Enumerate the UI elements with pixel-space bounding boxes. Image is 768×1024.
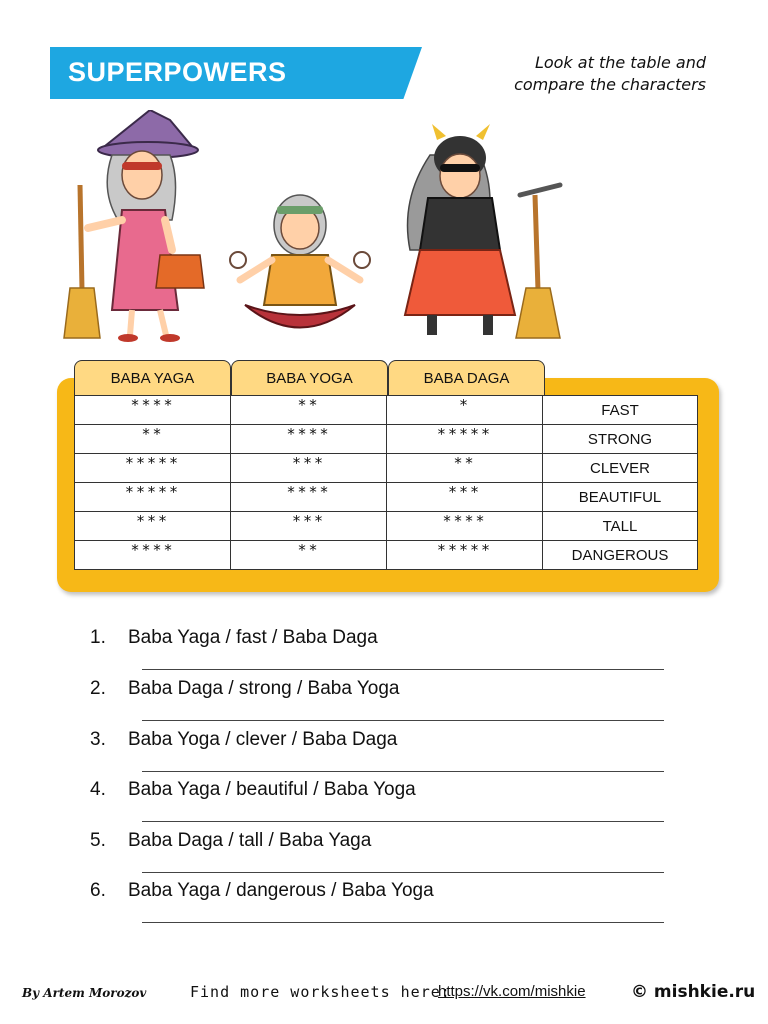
rating-cell: **** [387,512,543,541]
answer-line[interactable] [142,720,664,721]
column-header-baba-daga: BABA DAGA [388,360,545,397]
table-row [75,512,698,541]
exercise-number: 1. [90,627,106,648]
exercise-number: 3. [90,729,106,750]
table-row [75,541,698,570]
answer-line[interactable] [142,771,664,772]
table-row [75,454,698,483]
rating-cell: *** [387,483,543,512]
exercise-number: 2. [90,678,106,699]
answer-line[interactable] [142,872,664,873]
footer [0,982,768,1004]
table-row [75,425,698,454]
rating-cell: ***** [75,454,231,483]
attribute-cell: TALL [543,512,698,541]
column-header-baba-yaga: BABA YAGA [74,360,231,397]
rating-cell: **** [75,541,231,570]
rating-cell: * [387,396,543,425]
answer-line[interactable] [142,922,664,923]
rating-cell: ** [387,454,543,483]
rating-cell: *** [231,512,387,541]
instruction-line-2: compare the characters [514,75,706,94]
table-row [75,483,698,512]
attribute-cell: FAST [543,396,698,425]
author-signature: By Artem Morozov [22,986,147,1000]
baba-yoga-figure [230,195,370,328]
exercise-item [90,830,690,880]
rating-cell: **** [231,483,387,512]
exercise-item [90,779,690,829]
rating-cell: *** [75,512,231,541]
baba-yaga-figure [64,110,204,342]
table-row [75,396,698,425]
more-worksheets-text: Find more worksheets here: [190,983,451,1001]
attribute-cell: DANGEROUS [543,541,698,570]
rating-cell: *** [231,454,387,483]
exercise-prompt: Baba Daga / tall / Baba Yaga [128,830,372,851]
attribute-cell: STRONG [543,425,698,454]
exercise-prompt: Baba Yaga / fast / Baba Daga [128,627,378,648]
rating-cell: ** [231,396,387,425]
brand-copyright: © mishkie.ru [631,982,756,1002]
exercise-prompt: Baba Yaga / dangerous / Baba Yoga [128,880,434,901]
rating-cell: **** [231,425,387,454]
rating-cell: ** [231,541,387,570]
comparison-table [74,395,698,570]
attribute-cell: BEAUTIFUL [543,483,698,512]
column-header-baba-yoga: BABA YOGA [231,360,388,397]
answer-line[interactable] [142,669,664,670]
exercise-number: 4. [90,779,106,800]
rating-cell: ** [75,425,231,454]
characters-illustration [60,110,590,355]
page-title: SUPERPOWERS [68,57,287,87]
exercise-prompt: Baba Yaga / beautiful / Baba Yoga [128,779,416,800]
exercise-prompt: Baba Yoga / clever / Baba Daga [128,729,398,750]
rating-cell: **** [75,396,231,425]
exercise-item [90,678,690,728]
exercise-item [90,880,690,930]
baba-daga-figure [405,124,560,338]
instruction-line-1: Look at the table and [534,53,706,72]
exercise-item [90,627,690,677]
answer-line[interactable] [142,821,664,822]
worksheets-link[interactable]: https://vk.com/mishkie [438,983,586,1000]
instruction-text [446,52,706,96]
exercise-prompt: Baba Daga / strong / Baba Yoga [128,678,400,699]
rating-cell: ***** [75,483,231,512]
rating-cell: ***** [387,425,543,454]
exercise-item [90,729,690,779]
exercise-number: 6. [90,880,106,901]
rating-cell: ***** [387,541,543,570]
exercise-number: 5. [90,830,106,851]
attribute-cell: CLEVER [543,454,698,483]
